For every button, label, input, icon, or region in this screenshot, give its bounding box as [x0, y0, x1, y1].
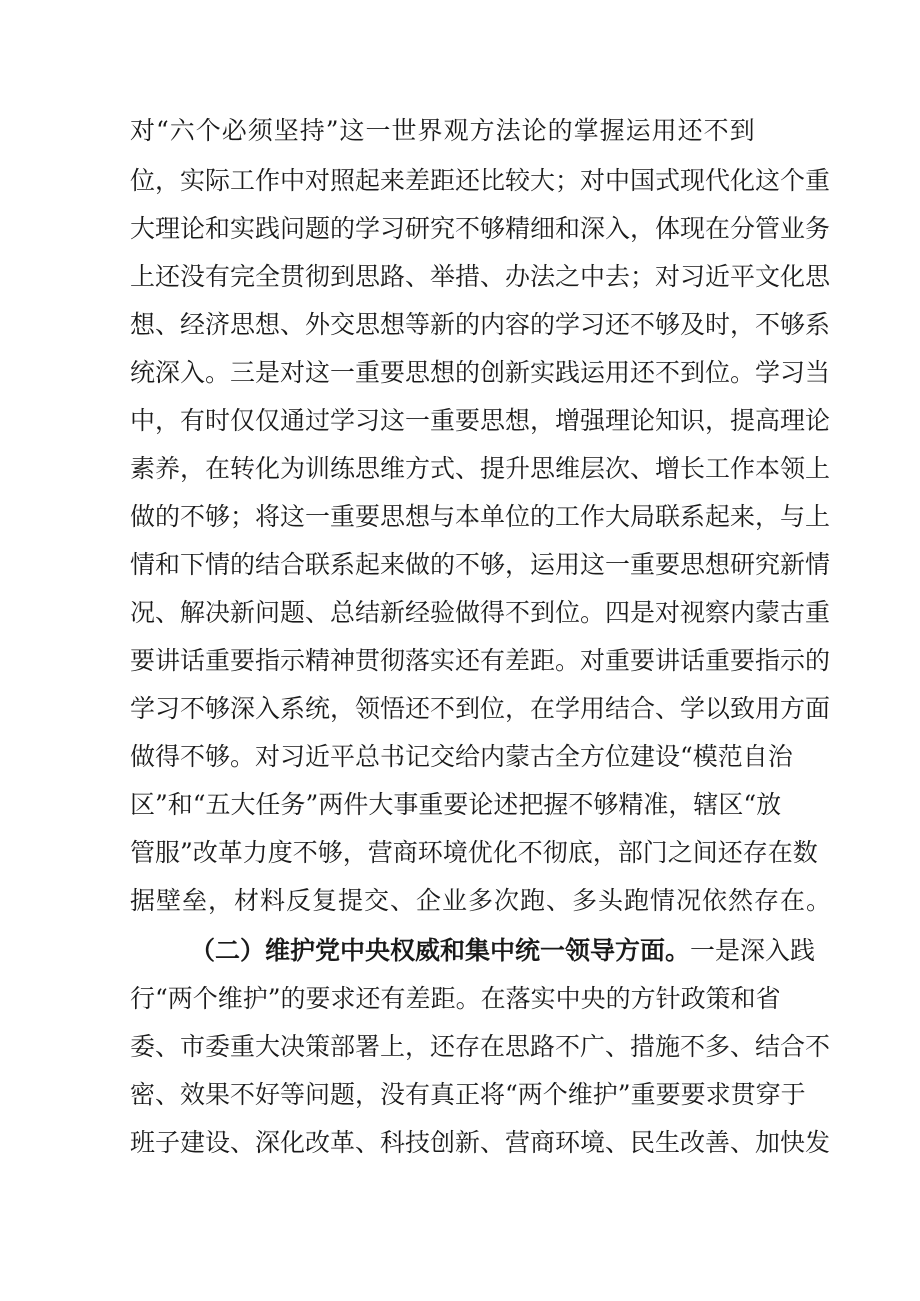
text-line: 统深入。三是对这一重要思想的创新实践运用还不到位。学习当: [130, 358, 831, 387]
heading-line-rest: 一是深入践: [690, 936, 816, 965]
text-line: 据壁垒，材料反复提交、企业多次跑、多头跑情况依然存在。: [130, 886, 833, 915]
text-line: 做的不够；将这一重要思想与本单位的工作大局联系起来，与上: [130, 502, 831, 531]
section-heading: （二）维护党中央权威和集中统一领导方面。: [190, 936, 691, 965]
text-line: 委、市委重大决策部署上，还存在思路不广、措施不多、结合不: [130, 1032, 831, 1061]
text-line: 学习不够深入系统，领悟还不到位，在学用结合、学以致用方面: [130, 694, 831, 723]
text-line: 素养，在转化为训练思维方式、提升思维层次、增长工作本领上: [130, 454, 831, 483]
text-line: 班子建设、深化改革、科技创新、营商环境、民生改善、加快发: [130, 1128, 831, 1157]
section-heading-line: [190, 936, 816, 966]
text-line: 对“六个必须坚持”这一世界观方法论的掌握运用还不到: [130, 116, 756, 145]
text-line: 况、解决新问题、总结新经验做得不到位。四是对视察内蒙古重: [130, 598, 831, 627]
text-line: 区”和“五大任务”两件大事重要论述把握不够精准，辖区“放: [130, 790, 782, 819]
text-line: 上还没有完全贯彻到思路、举措、办法之中去；对习近平文化思: [130, 262, 831, 291]
text-line: 中，有时仅仅通过学习这一重要思想，增强理论知识，提高理论: [130, 406, 831, 435]
text-line: 要讲话重要指示精神贯彻落实还有差距。对重要讲话重要指示的: [130, 646, 831, 675]
text-line: 密、效果不好等问题，没有真正将“两个维护”重要要求贯穿于: [130, 1080, 806, 1109]
text-line: 做得不够。对习近平总书记交给内蒙古全方位建设“模范自治: [130, 742, 793, 771]
text-line: 位，实际工作中对照起来差距还比较大；对中国式现代化这个重: [130, 166, 831, 195]
text-line: 管服”改革力度不够，营商环境优化不彻底，部门之间还存在数: [130, 838, 818, 867]
text-line: 情和下情的结合联系起来做的不够，运用这一重要思想研究新情: [130, 550, 831, 579]
text-line: 想、经济思想、外交思想等新的内容的学习还不够及时，不够系: [130, 310, 831, 339]
text-line: 大理论和实践问题的学习研究不够精细和深入，体现在分管业务: [130, 214, 831, 243]
text-line: 行“两个维护”的要求还有差距。在落实中央的方针政策和省: [130, 984, 781, 1013]
